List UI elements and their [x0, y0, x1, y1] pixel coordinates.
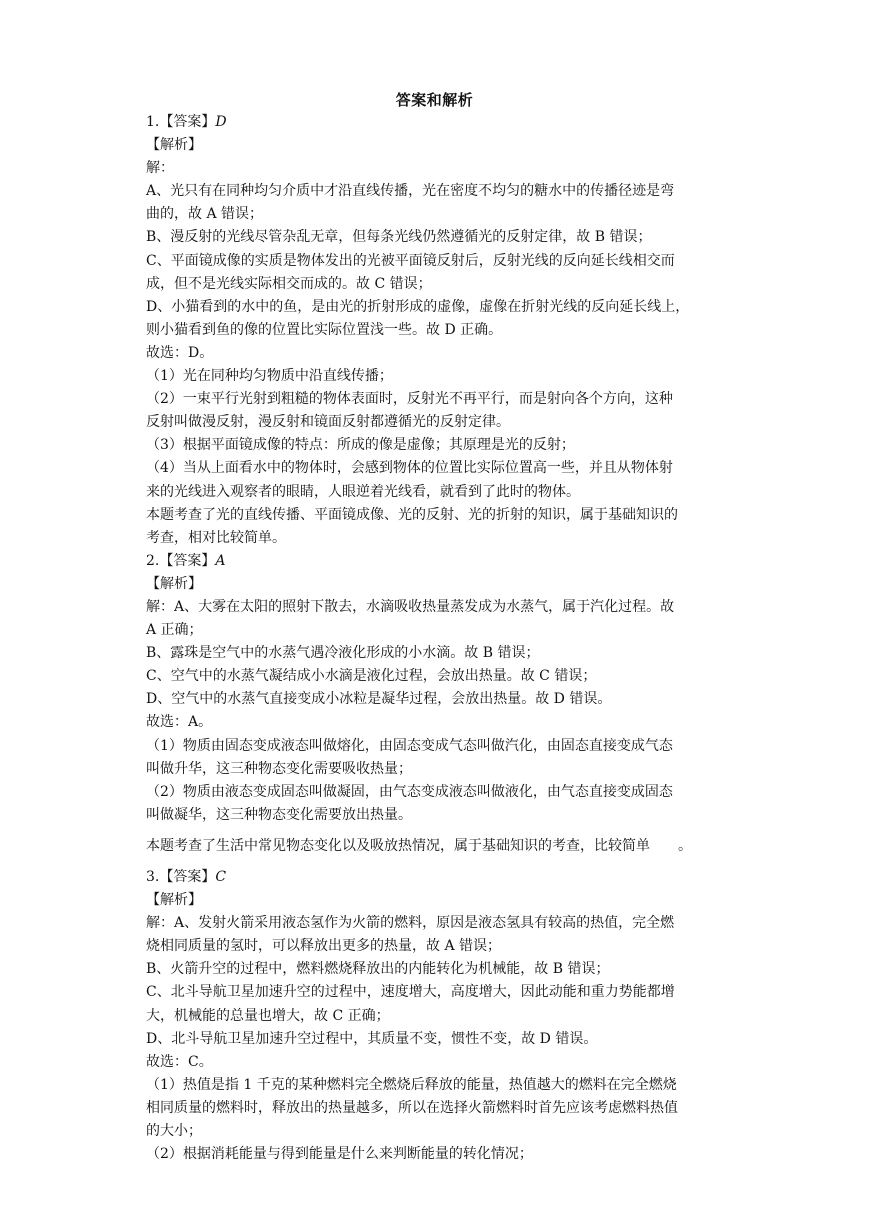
q2-text-line: （1）物质由固态变成液态叫做熔化，由固态变成气态叫做汽化，由固态直接变成气态	[146, 737, 673, 754]
q1-text-line: 考查，相对比较简单。	[146, 529, 286, 546]
q3-answer-value: C	[215, 869, 227, 885]
q1-answer-value: D	[215, 114, 227, 130]
q1-text-line: C、平面镜成像的实质是物体发出的光被平面镜反射后，反射光线的反向延长线相交而	[146, 252, 675, 269]
q2-text-line: 故选：A。	[146, 714, 213, 731]
q1-text-line: A、光只有在同种均匀介质中才沿直线传播，光在密度不均匀的糖水中的传播径迹是弯	[146, 183, 675, 200]
q3-text-line: 解：A、发射火箭采用液态氢作为火箭的燃料，原因是液态氢具有较高的热值，完全燃	[146, 915, 675, 932]
q2-analysis-heading: 【解析】	[146, 575, 202, 592]
q3-text-line: （1）热值是指 1 千克的某种燃料完全燃烧后释放的能量，热值越大的燃料在完全燃烧	[146, 1076, 677, 1093]
q1-text-line: 成，但不是光线实际相交而成的。故 C 错误；	[146, 275, 432, 292]
q1-text-line: （4）当从上面看水中的物体时，会感到物体的位置比实际位置高一些，并且从物体射	[146, 460, 673, 477]
q2-text-line: 叫做凝华，这三种物态变化需要放出热量。	[146, 806, 412, 823]
document-body	[146, 111, 726, 1166]
q3-text-line: 的大小；	[146, 1123, 202, 1140]
q3-text-line: （2）根据消耗能量与得到能量是什么来判断能量的转化情况；	[146, 1146, 533, 1163]
q1-answer-label: 1.【答案】	[146, 114, 216, 130]
q2-text-line: C、空气中的水蒸气凝结成小水滴是液化过程，会放出热量。故 C 错误；	[146, 668, 597, 685]
q3-answer-line	[146, 866, 726, 889]
q1-text-line: （2）一束平行光射到粗糙的物体表面时，反射光不再平行，而是射向各个方向，这种	[146, 391, 673, 408]
q2-text-line: （2）物质由液态变成固态叫做凝固，由气态变成液态叫做液化，由气态直接变成固态	[146, 783, 673, 800]
q1-text-line: 曲的，故 A 错误；	[146, 206, 264, 223]
q2-answer-line	[146, 550, 726, 573]
q3-answer-label: 3.【答案】	[146, 869, 216, 885]
paragraph-gap	[146, 827, 726, 835]
q1-text-line: （1）光在同种均匀物质中沿直线传播；	[146, 368, 393, 385]
q1-text-line: D、小猫看到的水中的鱼，是由光的折射形成的虚像，虚像在折射光线的反向延长线上，	[146, 298, 690, 315]
q1-text-line: 反射叫做漫反射，漫反射和镜面反射都遵循光的反射定律。	[146, 414, 510, 431]
document-title: 答案和解析	[395, 91, 474, 109]
q2-answer-label: 2.【答案】	[146, 552, 216, 569]
q3-text-line: 烧相同质量的氢时，可以释放出更多的热量，故 A 错误；	[146, 938, 502, 955]
q1-text-line: 来的光线进入观察者的眼睛，人眼逆着光线看，就看到了此时的物体。	[146, 483, 580, 500]
q1-text-line: 解：	[146, 160, 174, 177]
q2-text-line: D、空气中的水蒸气直接变成小冰粒是凝华过程，会放出热量。故 D 错误。	[146, 691, 612, 708]
q2-summary-line: 本题考查了生活中常见物态变化以及吸放热情况，属于基础知识的考查，比较简单 。	[146, 837, 692, 854]
q1-text-line: 本题考查了光的直线传播、平面镜成像、光的反射、光的折射的知识，属于基础知识的	[146, 506, 678, 523]
q2-text-line: B、露珠是空气中的水蒸气遇冷液化形成的小水滴。故 B 错误；	[146, 645, 540, 662]
q2-text-line: A 正确；	[146, 622, 203, 639]
q3-text-line: 相同质量的燃料时，释放出的热量越多，所以在选择火箭燃料时首先应该考虑燃料热值	[146, 1099, 678, 1116]
q3-analysis-heading: 【解析】	[146, 892, 202, 909]
q1-analysis-heading: 【解析】	[146, 137, 202, 154]
q1-text-line: 故选：D。	[146, 344, 214, 361]
q3-text-line: 故选：C。	[146, 1053, 213, 1070]
q1-text-line: B、漫反射的光线尽管杂乱无章，但每条光线仍然遵循光的反射定律，故 B 错误；	[146, 229, 652, 246]
q1-text-line: 则小猫看到鱼的像的位置比实际位置浅一些。故 D 正确。	[146, 321, 503, 338]
q1-answer-line	[146, 111, 726, 134]
q3-text-line: 大，机械能的总量也增大，故 C 正确；	[146, 1007, 390, 1024]
q2-text-line: 叫做升华，这三种物态变化需要吸收热量；	[146, 760, 412, 777]
q1-text-line: （3）根据平面镜成像的特点：所成的像是虚像；其原理是光的反射；	[146, 437, 575, 454]
q3-text-line: D、北斗导航卫星加速升空过程中，其质量不变，惯性不变，故 D 错误。	[146, 1030, 598, 1047]
paragraph-gap	[146, 858, 726, 866]
q3-text-line: B、火箭升空的过程中，燃料燃烧释放出的内能转化为机械能，故 B 错误；	[146, 961, 610, 978]
q3-text-line: C、北斗导航卫星加速升空的过程中，速度增大，高度增大，因此动能和重力势能都增	[146, 984, 675, 1001]
q2-text-line: 解：A、大雾在太阳的照射下散去，水滴吸收热量蒸发成为水蒸气，属于汽化过程。故	[146, 598, 675, 615]
q2-answer-value: A	[215, 552, 226, 569]
